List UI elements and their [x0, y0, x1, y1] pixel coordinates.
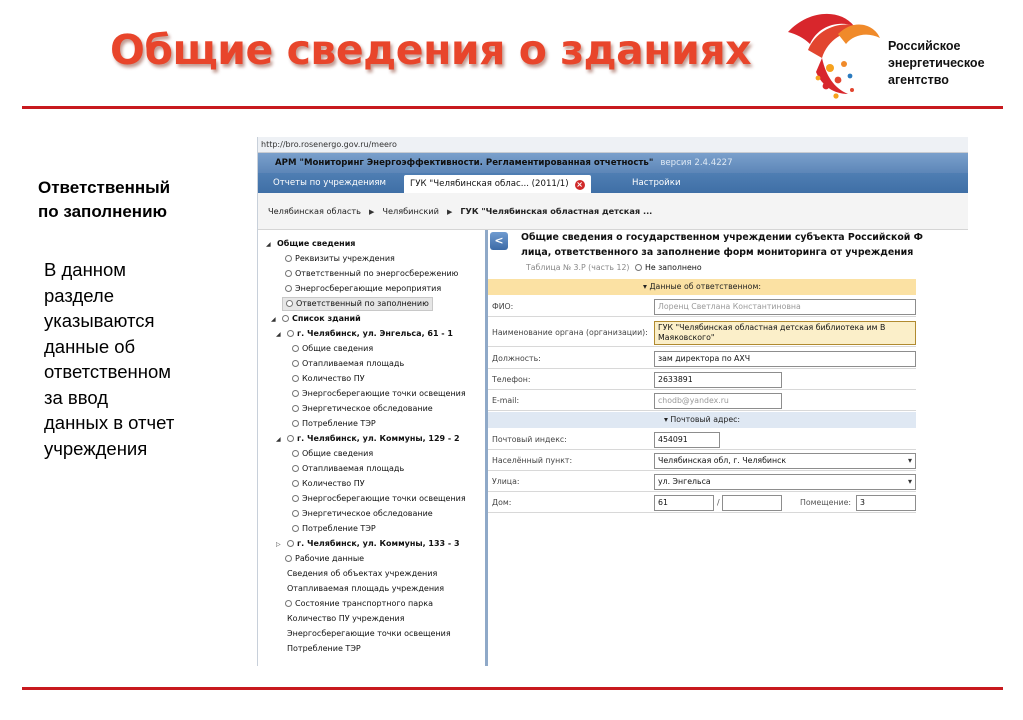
slide-title: Общие сведения о зданиях	[110, 26, 752, 74]
radio-icon	[286, 300, 293, 307]
tree-item[interactable]	[276, 328, 453, 341]
close-icon[interactable]: ×	[576, 180, 583, 189]
back-button[interactable]	[490, 232, 508, 250]
city-select[interactable]: Челябинская обл, г. Челябинск ▾	[654, 453, 916, 469]
description-line: В данном	[44, 259, 127, 280]
field-label: Помещение:	[800, 498, 852, 507]
triangle-right-icon: ▶	[446, 208, 453, 216]
tree-item[interactable]	[292, 403, 433, 415]
triangle-down-icon[interactable]: ◢	[276, 436, 281, 443]
radio-icon	[285, 285, 292, 292]
triangle-down-icon[interactable]: ◢	[271, 316, 276, 323]
tree-item-label: г. Челябинск, ул. Коммуны, 129 - 2	[297, 434, 460, 443]
street-select[interactable]: ул. Энгельса ▾	[654, 474, 916, 490]
field-label: E-mail:	[492, 396, 520, 405]
back-arrow-icon: <	[494, 234, 504, 247]
tree-item[interactable]	[292, 358, 404, 370]
tree-item[interactable]	[292, 388, 466, 400]
radio-icon	[287, 330, 294, 337]
radio-icon	[285, 270, 292, 277]
tree-item[interactable]: Количество ПУ учреждения	[287, 614, 405, 623]
breadcrumb-item[interactable]: Челябинский	[382, 206, 439, 216]
radio-icon	[285, 555, 292, 562]
tree-item-label: Энергосберегающие точки освещения	[302, 389, 466, 398]
address-bar[interactable]: http://bro.rosenergo.gov.ru/meero	[258, 137, 968, 153]
tree-item[interactable]	[292, 448, 373, 460]
tree-item-label: Потребление ТЭР	[302, 524, 376, 533]
tree-item-label: Отапливаемая площадь	[302, 464, 405, 473]
tree-item[interactable]	[276, 433, 460, 446]
app-header	[258, 153, 968, 173]
breadcrumb-item[interactable]: Челябинская область	[268, 206, 361, 216]
field-label: Улица:	[492, 477, 520, 486]
tree-item[interactable]: Энергосберегающие точки освещения	[287, 629, 451, 638]
description-line: разделе	[44, 284, 114, 306]
left-description	[44, 257, 244, 461]
form-row-org	[488, 319, 916, 347]
tree-item[interactable]	[276, 538, 460, 551]
form-row-phone	[488, 370, 916, 390]
house-field[interactable]: 61	[654, 495, 714, 511]
radio-icon	[635, 264, 642, 271]
tree-item[interactable]	[266, 238, 355, 251]
section-header-postal[interactable]: ▾ Почтовый адрес:	[488, 412, 916, 428]
radio-icon	[292, 510, 299, 517]
tree-item-label: Энергетическое обследование	[302, 509, 433, 518]
postcode-field[interactable]: 454091	[654, 432, 720, 448]
tree-item[interactable]	[292, 418, 376, 430]
tree-item-label: Энергетическое обследование	[302, 404, 433, 413]
radio-icon	[292, 525, 299, 532]
tree-item[interactable]	[285, 283, 441, 295]
radio-icon	[292, 360, 299, 367]
field-label: Почтовый индекс:	[492, 435, 567, 444]
form-subtitle	[526, 262, 702, 274]
field-label: ФИО:	[492, 302, 514, 311]
phoenix-logo-icon	[782, 4, 882, 102]
radio-icon	[285, 600, 292, 607]
section-header-contact[interactable]: ▾ Данные об ответственном:	[488, 279, 916, 295]
field-label: Дом:	[492, 498, 512, 507]
triangle-right-icon: ▶	[368, 208, 375, 216]
radio-icon	[292, 495, 299, 502]
top-divider	[22, 106, 1003, 109]
radio-icon	[292, 390, 299, 397]
breadcrumb	[258, 193, 968, 230]
field-label: Наименование органа (организации):	[492, 328, 648, 337]
tree-item[interactable]: Отапливаемая площадь учреждения	[287, 584, 445, 593]
form-panel	[488, 230, 968, 666]
tree-item-label: Рабочие данные	[295, 554, 365, 563]
tree-item[interactable]	[285, 598, 433, 610]
navigation-tree	[258, 230, 485, 666]
tree-item[interactable]	[271, 313, 361, 326]
tree-item[interactable]	[292, 508, 433, 520]
phone-field[interactable]: 2633891	[654, 372, 782, 388]
org-name-field[interactable]: ГУК "Челябинская областная детская библиотека им В Маяковского"	[654, 321, 916, 345]
tree-item[interactable]	[285, 553, 364, 565]
email-field[interactable]: chodb@yandex.ru	[654, 393, 782, 409]
form-row-postcode	[488, 430, 916, 450]
tab-current-report-label: ГУК "Челябинская облас... (2011/1)	[410, 179, 569, 189]
radio-icon	[292, 405, 299, 412]
tree-item-label: Ответственный по заполнению	[296, 299, 429, 308]
form-row-email	[488, 391, 916, 411]
building-field[interactable]	[722, 495, 782, 511]
fill-status: Не заполнено	[644, 263, 702, 272]
section-title: Данные об ответственном:	[649, 282, 761, 291]
logo-text-line: Российское	[888, 39, 961, 53]
description-line: учреждения	[44, 437, 148, 459]
tree-item-label: Ответственный по энергосбережению	[295, 269, 459, 278]
tree-item-label: Потребление ТЭР	[302, 419, 376, 428]
tree-item-label: г. Челябинск, ул. Энгельса, 61 - 1	[297, 329, 453, 338]
tab-settings[interactable]: Настройки	[632, 178, 681, 188]
left-heading-line: Ответственный	[38, 178, 171, 197]
logo-text	[888, 38, 1018, 89]
form-title-line: Общие сведения о государственном учреждении субъекта Российской Ф	[521, 232, 923, 243]
house-separator: /	[717, 498, 720, 507]
tree-item-label: Общие сведения	[277, 239, 356, 248]
room-field[interactable]: 3	[856, 495, 916, 511]
tree-item-label: Количество ПУ	[302, 374, 365, 383]
app-screenshot	[257, 137, 968, 666]
radio-icon	[292, 480, 299, 487]
tree-item-label: Общие сведения	[302, 344, 374, 353]
left-heading	[38, 176, 238, 224]
form-row-house	[488, 493, 916, 513]
form-row-street	[488, 472, 916, 492]
tree-item[interactable]	[292, 493, 466, 505]
logo-text-line: энергетическое	[888, 56, 985, 70]
logo-text-line: агентство	[888, 73, 949, 87]
tab-current-report[interactable]	[404, 175, 591, 193]
form-row-fio	[488, 297, 916, 317]
tree-item-label: Общие сведения	[302, 449, 374, 458]
tree-item[interactable]: Потребление ТЭР	[287, 644, 361, 653]
description-line: за ввод	[44, 386, 109, 408]
tree-item[interactable]	[292, 478, 365, 490]
description-line: данные об	[44, 335, 136, 357]
radio-icon	[287, 435, 294, 442]
section-title: Почтовый адрес:	[670, 415, 741, 424]
field-label: Должность:	[492, 354, 541, 363]
triangle-down-icon[interactable]: ◢	[276, 331, 281, 338]
field-label: Телефон:	[492, 375, 531, 384]
radio-icon	[292, 345, 299, 352]
field-label: Населённый пункт:	[492, 456, 573, 465]
tree-item-selected[interactable]	[282, 297, 433, 311]
radio-icon	[285, 255, 292, 262]
form-title	[521, 230, 968, 260]
tree-item-label: г. Челябинск, ул. Коммуны, 133 - 3	[297, 539, 460, 548]
radio-icon	[282, 315, 289, 322]
position-field[interactable]: зам директора по АХЧ	[654, 351, 916, 367]
description-line: ответственном	[44, 361, 171, 382]
radio-icon	[292, 465, 299, 472]
tree-item-label: Энергосберегающие мероприятия	[295, 284, 442, 293]
tree-item-label: Отапливаемая площадь	[302, 359, 405, 368]
form-row-position	[488, 349, 916, 369]
description-line: данных в отчет	[44, 412, 175, 433]
radio-icon	[292, 420, 299, 427]
radio-icon	[287, 540, 294, 547]
tree-item[interactable]	[292, 523, 376, 535]
triangle-down-icon[interactable]: ◢	[266, 241, 271, 248]
form-row-city	[488, 451, 916, 471]
radio-icon	[292, 375, 299, 382]
tree-item[interactable]	[285, 268, 458, 280]
app-title: АРМ "Мониторинг Энергоэффективности. Регламентированная отчетность"	[275, 158, 654, 168]
triangle-right-icon[interactable]: ▷	[276, 541, 281, 548]
tree-item[interactable]	[292, 463, 404, 475]
tree-item-label: Реквизиты учреждения	[295, 254, 395, 263]
tree-item[interactable]: Сведения об объектах учреждения	[287, 569, 438, 578]
bottom-divider	[22, 687, 1003, 690]
tree-item[interactable]	[292, 343, 373, 355]
tree-item-label: Энергосберегающие точки освещения	[302, 494, 466, 503]
radio-icon	[292, 450, 299, 457]
breadcrumb-item-current[interactable]: ГУК "Челябинская областная детская ...	[460, 206, 653, 216]
fio-field[interactable]: Лоренц Светлана Константиновна	[654, 299, 916, 315]
left-heading-line: по заполнению	[38, 202, 168, 221]
table-reference: Таблица № 3.Р (часть 12)	[526, 263, 630, 272]
form-title-line: лица, ответственного за заполнение форм мониторинга от учреждения	[521, 247, 914, 258]
app-version: версия 2.4.4227	[660, 158, 733, 168]
tree-item[interactable]	[285, 253, 395, 265]
tab-bar	[258, 173, 968, 193]
tree-item-label: Состояние транспортного парка	[295, 599, 433, 608]
tree-item-label: Список зданий	[292, 314, 361, 323]
description-line: указываются	[44, 310, 155, 331]
tab-institution-reports[interactable]: Отчеты по учреждениям	[273, 178, 386, 188]
tree-item-label: Количество ПУ	[302, 479, 365, 488]
tree-item[interactable]	[292, 373, 365, 385]
